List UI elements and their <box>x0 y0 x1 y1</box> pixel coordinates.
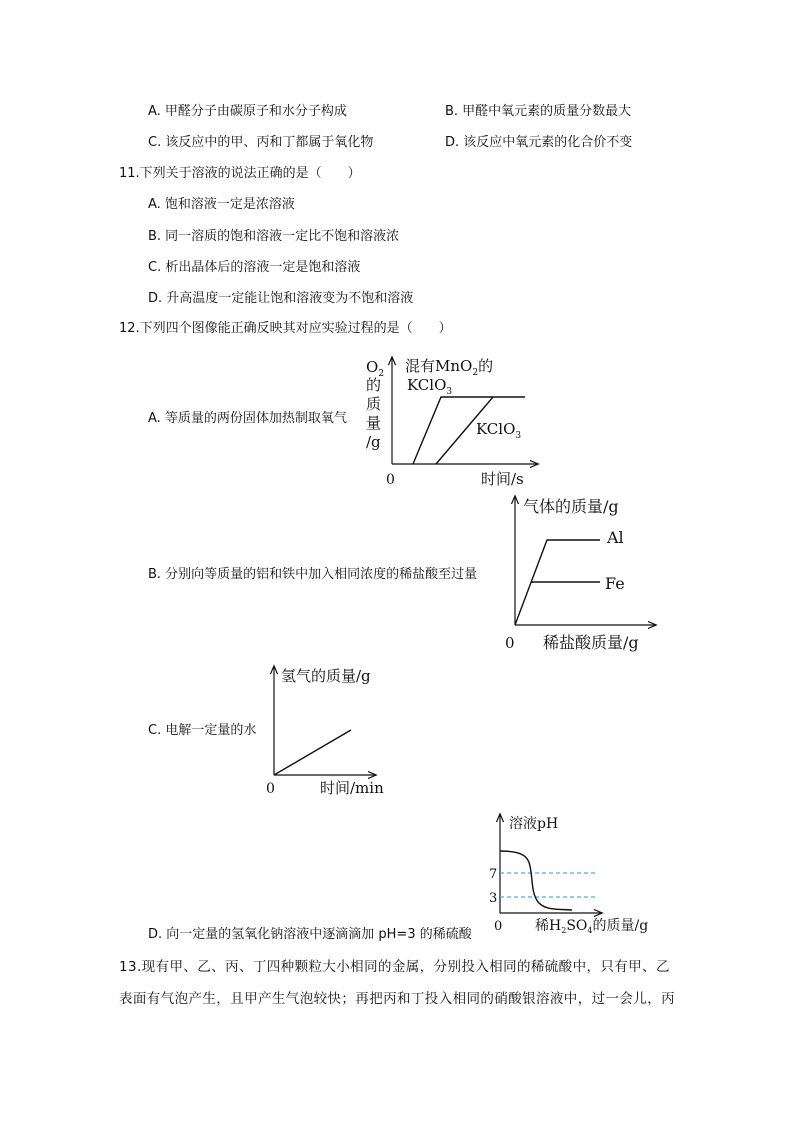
graph-d-tick-3: 3 <box>489 891 498 906</box>
q10-option-a: A. 甲醛分子由碳原子和水分子构成 <box>148 104 347 119</box>
q12-option-b: B. 分别向等质量的铝和铁中加入相同浓度的稀盐酸至过量 <box>148 567 478 582</box>
graph-a-series2-label: KClO$_3$ <box>476 420 522 441</box>
graph-a-y-label-liang: 量 <box>366 414 382 432</box>
graph-b-origin: 0 <box>505 634 515 652</box>
q12-option-d: D. 向一定量的氢氧化钠溶液中逐滴滴加 pH=3 的稀硫酸 <box>148 927 472 942</box>
q11-option-d: D. 升高温度一定能让饱和溶液变为不饱和溶液 <box>148 291 414 306</box>
graph-a-x-label: 时间/s <box>481 470 524 488</box>
graph-a-y-label-unit: /g <box>366 433 381 451</box>
graph-b-series1-label: Al <box>607 528 624 547</box>
graph-a-y-label-zhi: 质 <box>366 395 382 413</box>
graph-c-origin: 0 <box>266 781 275 797</box>
q11-option-c: C. 析出晶体后的溶液一定是饱和溶液 <box>148 260 361 275</box>
graph-b-x-label: 稀盐酸质量/g <box>543 633 639 652</box>
graph-d-ph-curve <box>500 851 572 910</box>
graph-a-y-label-de: 的 <box>366 376 382 394</box>
graph-a-origin: 0 <box>386 472 395 488</box>
q12-stem: 12.下列四个图像能正确反映其对应实验过程的是（ ） <box>119 321 452 336</box>
q13-line-1: 13.现有甲、乙、丙、丁四种颗粒大小相同的金属，分别投入相同的稀硫酸中，只有甲、乙 <box>119 959 670 975</box>
graph-d-tick-7: 7 <box>489 867 498 882</box>
graph-c-x-label: 时间/min <box>320 779 384 797</box>
q10-option-d: D. 该反应中氧元素的化合价不变 <box>445 135 633 150</box>
graph-b-y-label: 气体的质量/g <box>523 497 619 516</box>
graph-d-y-label: 溶液pH <box>509 816 559 832</box>
q11-option-b: B. 同一溶质的饱和溶液一定比不饱和溶液浓 <box>148 229 400 244</box>
graph-d-x-label: 稀$H_2SO_4$的质量/g <box>535 918 649 935</box>
q12-option-a: A. 等质量的两份固体加热制取氧气 <box>148 411 347 426</box>
graph-a-y-label-o: $O_2$ <box>366 358 385 379</box>
q11-stem: 11.下列关于溶液的说法正确的是（ ） <box>119 166 361 181</box>
q10-option-c: C. 该反应中的甲、丙和丁都属于氧化物 <box>148 135 374 150</box>
q10-option-b: B. 甲醛中氧元素的质量分数最大 <box>445 104 632 119</box>
q12-option-c: C. 电解一定量的水 <box>148 723 257 738</box>
q11-option-a: A. 饱和溶液一定是浓溶液 <box>148 197 295 212</box>
q13-line-2: 表面有气泡产生，且甲产生气泡较快；再把丙和丁投入相同的硝酸银溶液中，过一会儿，丙 <box>119 991 675 1007</box>
graph-c-y-label: 氢气的质量/g <box>281 667 371 685</box>
graph-b-series2-label: Fe <box>605 574 625 593</box>
graph-d-origin: 0 <box>494 919 503 934</box>
graph-a-series1-label: 混有MnO$_2$的 <box>405 357 494 378</box>
graph-a-series1-label-line2: KClO$_3$ <box>407 376 453 397</box>
